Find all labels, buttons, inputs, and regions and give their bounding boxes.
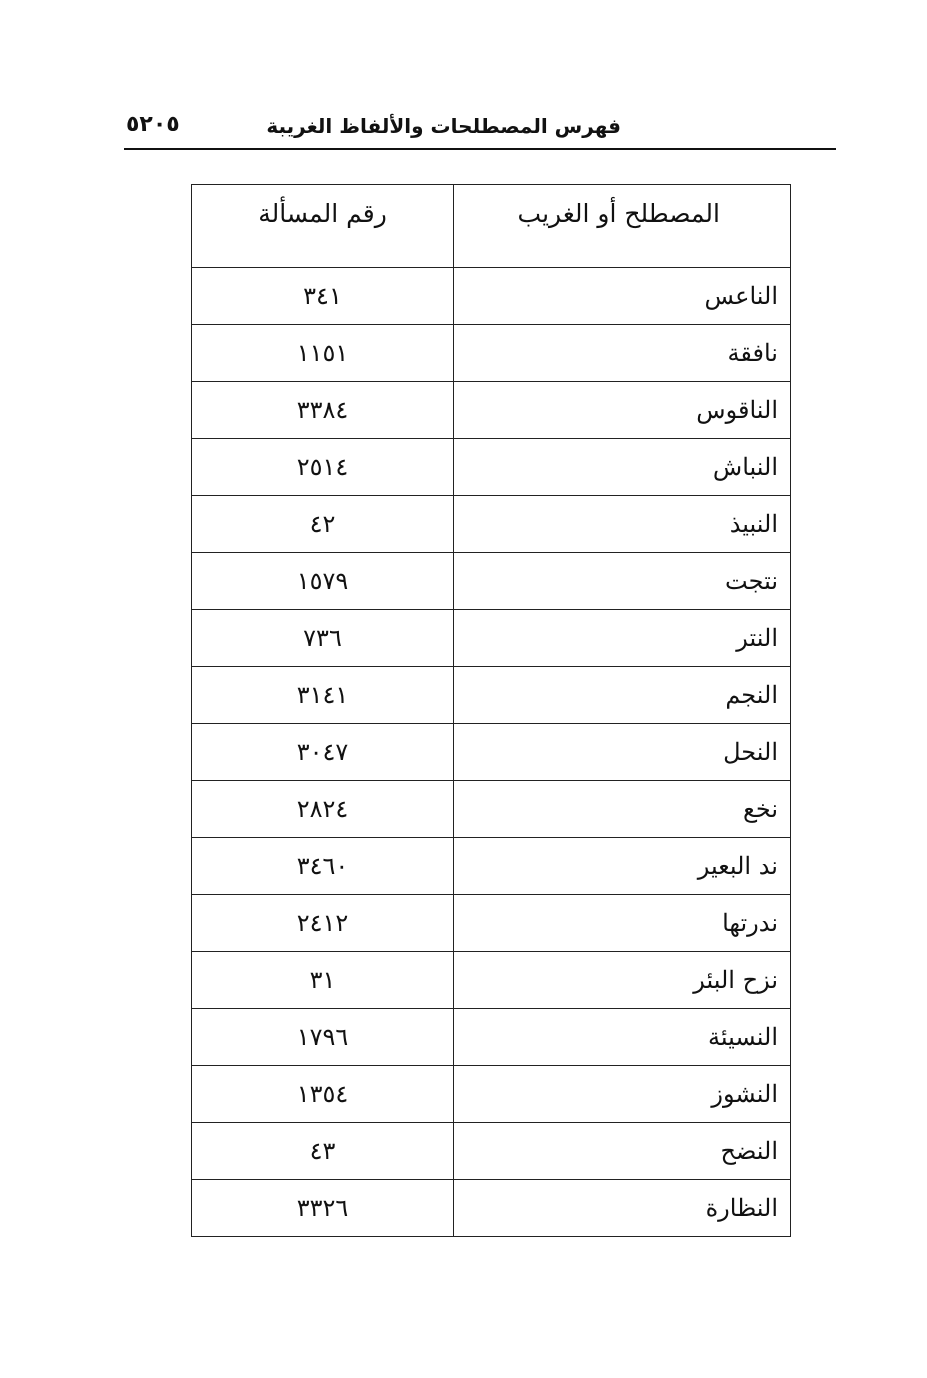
term-cell: النضح (454, 1123, 791, 1180)
table-row (192, 439, 791, 496)
page-title: فهرس المصطلحات والألفاظ الغريبة (266, 114, 621, 138)
index-table (191, 184, 791, 1237)
running-head (124, 108, 836, 150)
table-row (192, 325, 791, 382)
table-row (192, 781, 791, 838)
table-row (192, 895, 791, 952)
table-row (192, 1009, 791, 1066)
issue-number-cell: ١١٥١ (192, 325, 454, 382)
issue-number-cell: ٢٥١٤ (192, 439, 454, 496)
table-row (192, 610, 791, 667)
issue-number-cell: ٣٣٨٤ (192, 382, 454, 439)
issue-number-cell: ٧٣٦ (192, 610, 454, 667)
column-header-term: المصطلح أو الغريب (454, 185, 791, 268)
issue-number-cell: ٤٢ (192, 496, 454, 553)
table-row (192, 1066, 791, 1123)
term-cell: النتر (454, 610, 791, 667)
term-cell: ند البعير (454, 838, 791, 895)
term-cell: النظارة (454, 1180, 791, 1237)
term-cell: النشوز (454, 1066, 791, 1123)
term-cell: النحل (454, 724, 791, 781)
table-row (192, 1180, 791, 1237)
issue-number-cell: ٢٤١٢ (192, 895, 454, 952)
term-cell: النجم (454, 667, 791, 724)
column-header-issue-number: رقم المسألة (192, 185, 454, 268)
table-row (192, 724, 791, 781)
issue-number-cell: ١٣٥٤ (192, 1066, 454, 1123)
table-row (192, 952, 791, 1009)
term-cell: نزح البئر (454, 952, 791, 1009)
table-row (192, 667, 791, 724)
term-cell: النباش (454, 439, 791, 496)
issue-number-cell: ٣١٤١ (192, 667, 454, 724)
table-row (192, 268, 791, 325)
issue-number-cell: ١٧٩٦ (192, 1009, 454, 1066)
term-cell: الناقوس (454, 382, 791, 439)
table-row (192, 838, 791, 895)
table-body (192, 268, 791, 1237)
term-cell: نافقة (454, 325, 791, 382)
term-cell: النسيئة (454, 1009, 791, 1066)
table-row (192, 1123, 791, 1180)
issue-number-cell: ٢٨٢٤ (192, 781, 454, 838)
term-cell: الناعس (454, 268, 791, 325)
issue-number-cell: ٣١ (192, 952, 454, 1009)
term-cell: ندرتها (454, 895, 791, 952)
issue-number-cell: ١٥٧٩ (192, 553, 454, 610)
term-cell: النبيذ (454, 496, 791, 553)
table-row (192, 496, 791, 553)
issue-number-cell: ٤٣ (192, 1123, 454, 1180)
header-rule (124, 148, 836, 150)
table-header-row (192, 185, 791, 268)
issue-number-cell: ٣٤٦٠ (192, 838, 454, 895)
table-row (192, 382, 791, 439)
issue-number-cell: ٣٣٢٦ (192, 1180, 454, 1237)
term-cell: نتجت (454, 553, 791, 610)
page-number: ٥٢٠٥ (126, 112, 180, 137)
issue-number-cell: ٣٠٤٧ (192, 724, 454, 781)
table-row (192, 553, 791, 610)
issue-number-cell: ٣٤١ (192, 268, 454, 325)
term-cell: نخع (454, 781, 791, 838)
